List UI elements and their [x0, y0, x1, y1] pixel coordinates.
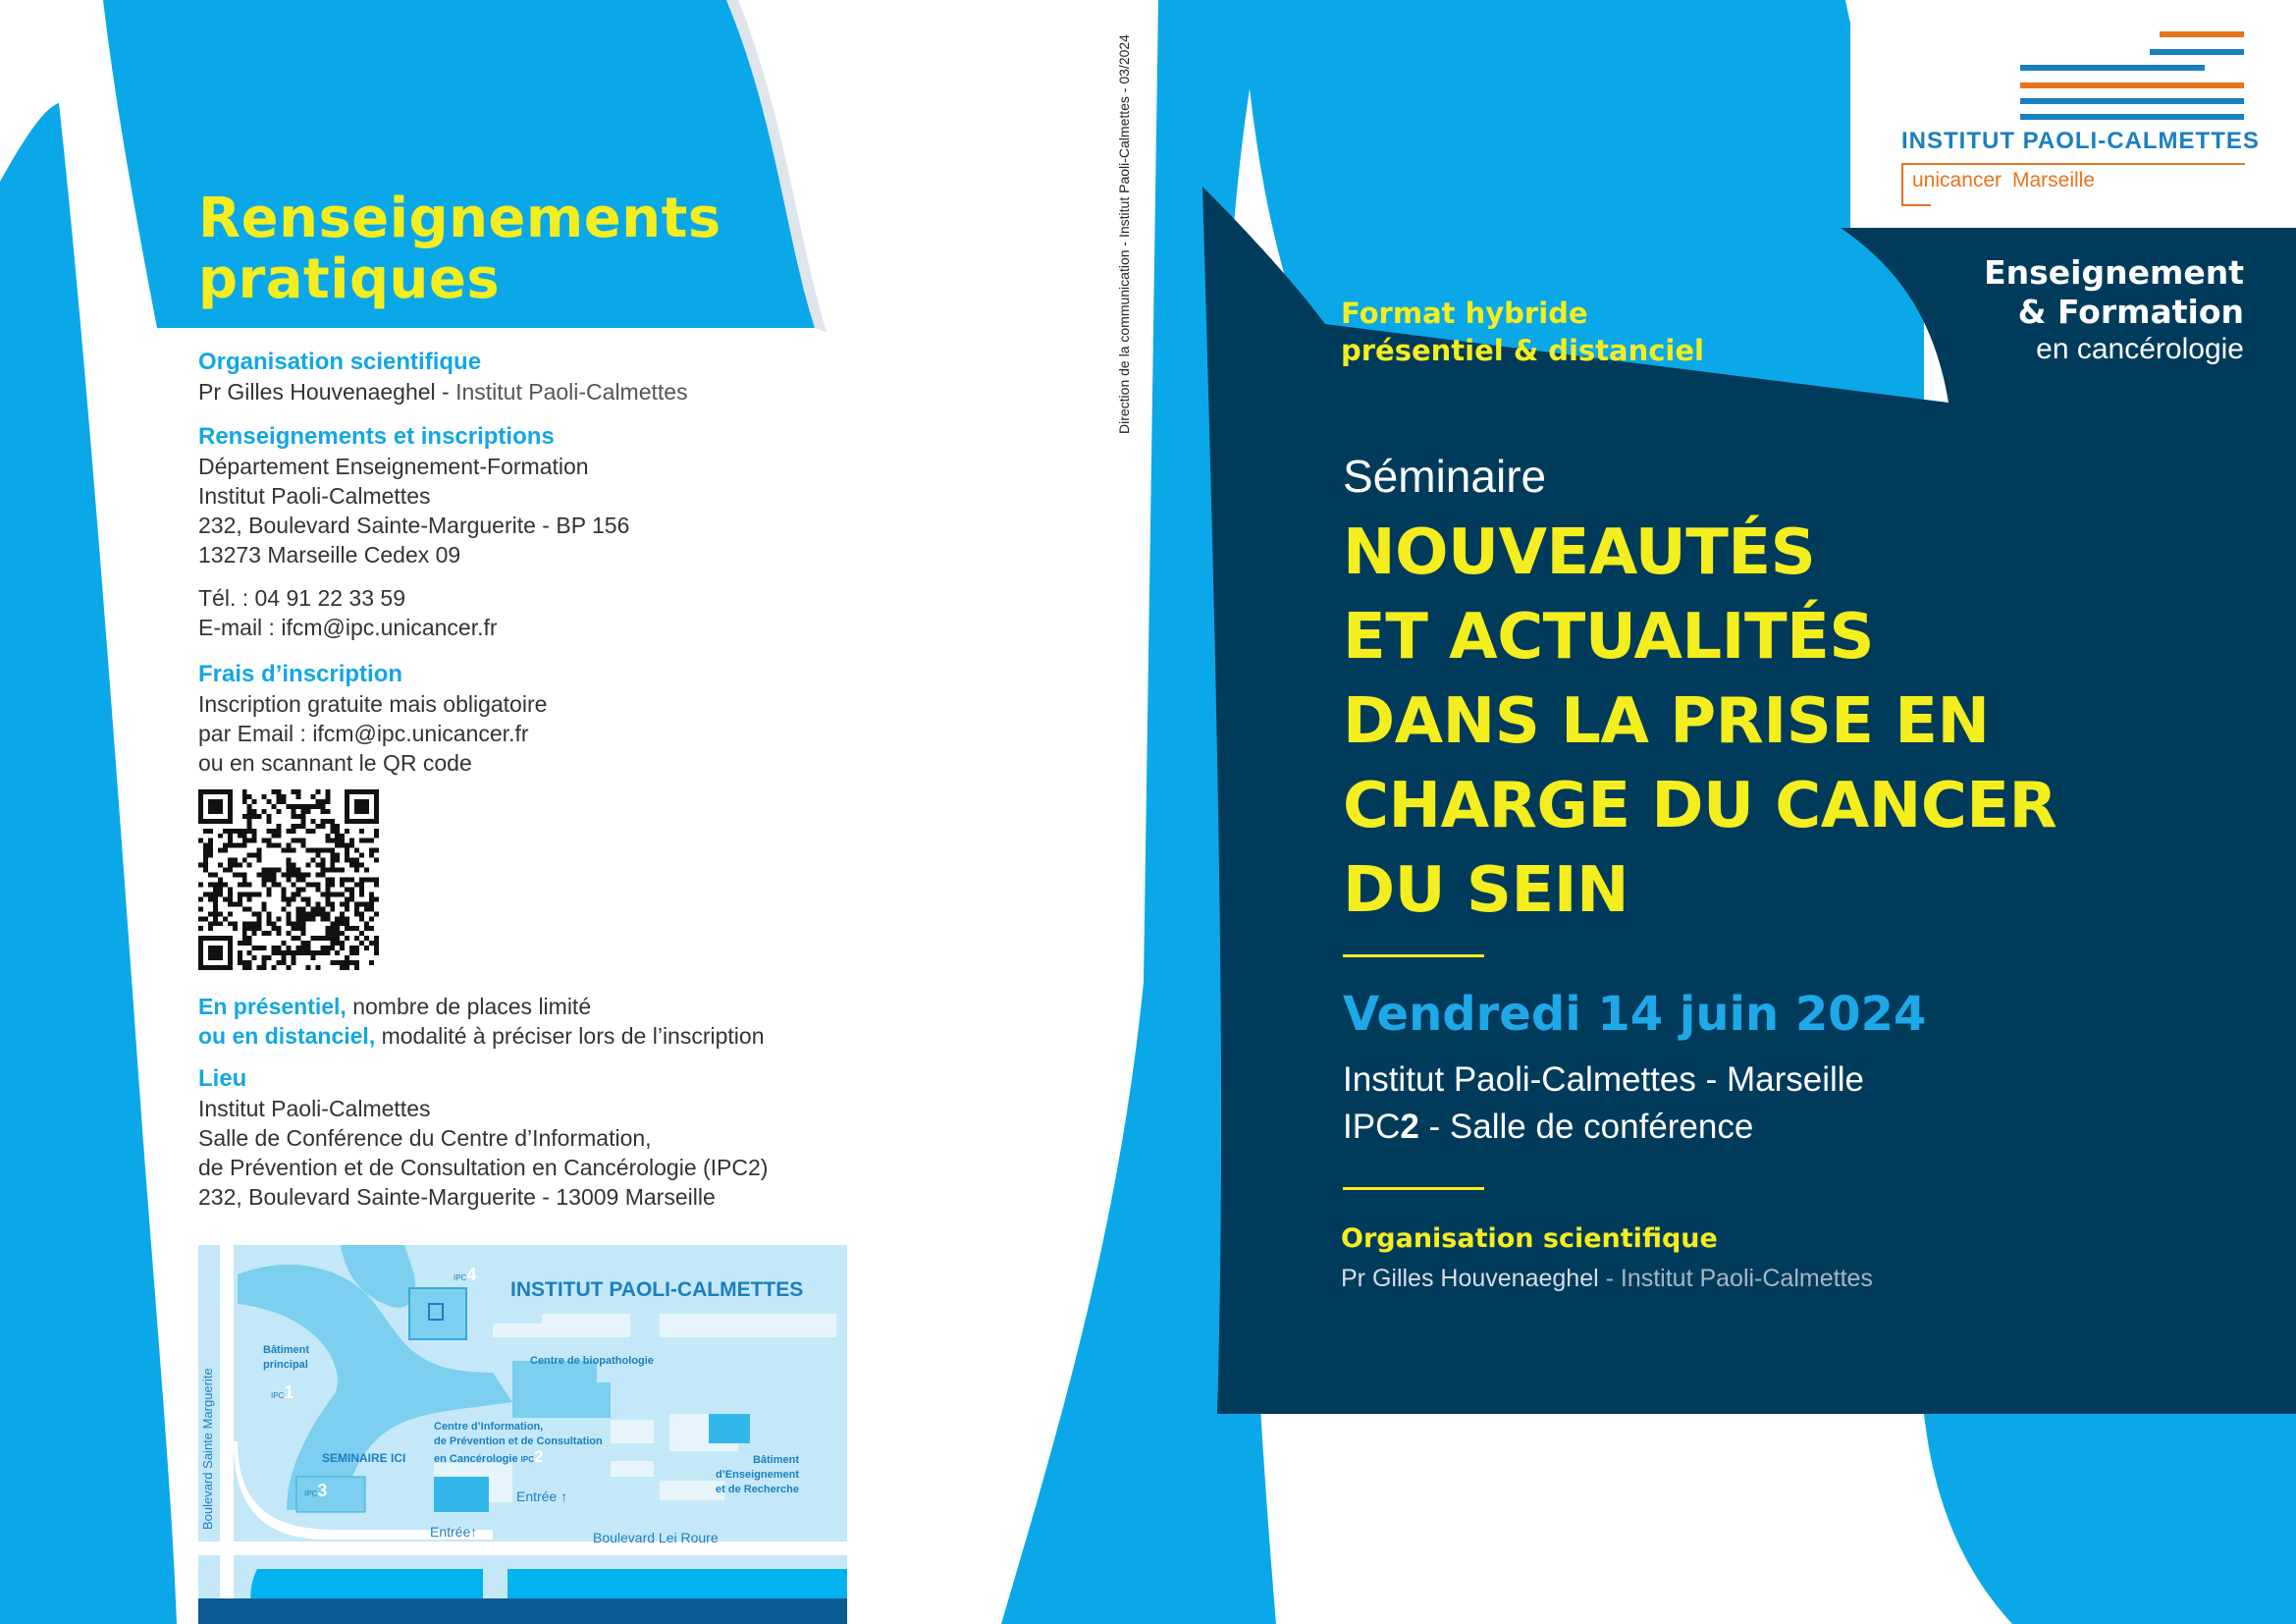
section-inscriptions: [198, 422, 827, 642]
section-lieu: [198, 1064, 827, 1212]
org-heading: Organisation scientifique: [198, 349, 482, 375]
ef-line-3: en cancérologie: [2036, 333, 2244, 365]
divider-bottom: [1343, 1187, 1484, 1190]
map-batiment-principal-line: Bâtiment: [263, 1344, 310, 1356]
map-centre-info-line: de Prévention et de Consultation: [434, 1435, 603, 1447]
seminar-title-line: CHARGE DU CANCER: [1343, 770, 2057, 842]
inscriptions-line: Institut Paoli-Calmettes: [198, 483, 431, 509]
mode-presentiel-label: En présentiel,: [198, 994, 347, 1019]
right-org-line: [1341, 1265, 1873, 1293]
map-biopathologie: Centre de biopathologie: [530, 1355, 654, 1367]
mode-presentiel-text: nombre de places limité: [346, 994, 592, 1019]
inscriptions-heading: Renseignements et inscriptions: [198, 423, 555, 450]
map-street-vertical: Boulevard Sainte Marguerite: [200, 1368, 215, 1530]
left-title: [198, 189, 721, 310]
left-title-line-2: pratiques: [198, 247, 501, 311]
seminar-title-line: DANS LA PRISE EN: [1343, 685, 1990, 758]
map-seminaire-ici: SEMINAIRE ICI: [322, 1451, 406, 1465]
seminar-title-line: NOUVEAUTÉS: [1343, 516, 1816, 589]
enseignement-formation-label: [1984, 253, 2244, 367]
lieu-line: de Prévention et de Consultation en Cancérologie (IPC2): [198, 1155, 769, 1180]
seminar-title-line: ET ACTUALITÉS: [1343, 601, 1874, 674]
map-ipc4-prefix: IPC: [454, 1273, 467, 1282]
map-ipc1-number: 1: [284, 1382, 294, 1402]
lieu-line: Salle de Conférence du Centre d’Information,: [198, 1125, 652, 1151]
map-ipc2-number: 2: [533, 1447, 544, 1466]
mode-presentiel: [198, 992, 827, 1021]
mode-distanciel: [198, 1021, 827, 1051]
frais-email-line[interactable]: par Email : ifcm@ipc.unicancer.fr: [198, 721, 529, 746]
inscriptions-line: Département Enseignement-Formation: [198, 454, 589, 479]
map-ipc4: [454, 1265, 476, 1285]
left-title-line-1: Renseignements: [198, 187, 721, 250]
mode-distanciel-label: ou en distanciel,: [198, 1023, 376, 1049]
logo-city: Marseille: [2012, 169, 2096, 191]
map-batiment-principal: [263, 1343, 309, 1373]
map-street-bottom: Boulevard Lei Roure: [593, 1530, 719, 1545]
logo-unicancer: unicancer: [1912, 169, 2002, 191]
map-ipc3: [304, 1481, 327, 1501]
map-ipc3-prefix: IPC: [304, 1489, 318, 1498]
map-ipc1-prefix: IPC: [271, 1391, 285, 1400]
map-batiment-enseignement-line: et de Recherche: [716, 1484, 799, 1495]
venue-ipc-number: 2: [1400, 1108, 1419, 1146]
map-entree-2-label: Entrée: [430, 1524, 471, 1540]
map-entree-1: [516, 1489, 567, 1504]
map-batiment-principal-line: principal: [263, 1359, 308, 1371]
seminar-title: [1343, 511, 2056, 933]
ef-line-1: Enseignement: [1984, 253, 2244, 292]
mode-distanciel-text: modalité à préciser lors de l’inscription: [375, 1023, 765, 1049]
frais-line: ou en scannant le QR code: [198, 750, 472, 776]
event-date: Vendredi 14 juin 2024: [1343, 987, 1927, 1042]
map-entree-1-label: Entrée: [516, 1489, 558, 1504]
format-line-2: présentiel & distanciel: [1341, 334, 1704, 367]
org-affil: Institut Paoli-Calmettes: [455, 379, 688, 405]
right-org-sep: -: [1598, 1265, 1621, 1292]
section-organisation: [198, 348, 827, 406]
map-centre-info-line: en Cancérologie: [434, 1453, 518, 1465]
map-title: INSTITUT PAOLI-CALMETTES: [510, 1278, 804, 1301]
format-hybride-label: [1341, 295, 1704, 369]
map-centre-info-line: Centre d’Information,: [434, 1421, 544, 1433]
map-batiment-enseignement-line: Bâtiment: [752, 1454, 799, 1466]
map-entree-2: [430, 1524, 477, 1540]
inscriptions-line: 232, Boulevard Sainte-Marguerite - BP 156: [198, 513, 630, 538]
format-line-1: Format hybride: [1341, 297, 1588, 330]
org-sep: -: [435, 379, 456, 405]
site-map: [198, 1245, 847, 1624]
email-link[interactable]: E-mail : ifcm@ipc.unicancer.fr: [198, 615, 498, 640]
ef-line-2: & Formation: [2017, 293, 2244, 331]
logo-institute-name: INSTITUT PAOLI-CALMETTES: [1901, 128, 2260, 154]
map-batiment-enseignement-line: d’Enseignement: [716, 1469, 799, 1481]
venue-line-2: [1343, 1104, 1864, 1151]
map-ipc2-prefix: IPC: [520, 1455, 534, 1464]
org-name: Pr Gilles Houvenaeghel: [198, 379, 436, 405]
lieu-line: 232, Boulevard Sainte-Marguerite - 13009 Marseille: [198, 1184, 716, 1210]
map-ipc1: [271, 1382, 294, 1403]
arrow-up-icon: ↑: [470, 1524, 478, 1540]
venue-line-1: Institut Paoli-Calmettes - Marseille: [1343, 1060, 1864, 1099]
lieu-heading: Lieu: [198, 1065, 247, 1092]
right-org-name: Pr Gilles Houvenaeghel: [1341, 1265, 1599, 1292]
lieu-line: Institut Paoli-Calmettes: [198, 1096, 431, 1121]
event-venue: [1343, 1056, 1864, 1151]
inscriptions-line: 13273 Marseille Cedex 09: [198, 542, 461, 568]
section-frais: [198, 660, 827, 778]
qr-code-icon[interactable]: [198, 789, 379, 970]
map-ipc4-number: 4: [466, 1265, 477, 1284]
right-org-affil: Institut Paoli-Calmettes: [1620, 1265, 1873, 1292]
seminaire-label: Séminaire: [1343, 451, 1547, 502]
arrow-up-icon: ↑: [561, 1489, 568, 1504]
map-ipc3-number: 3: [317, 1481, 328, 1500]
map-centre-info: [434, 1420, 603, 1467]
frais-line: Inscription gratuite mais obligatoire: [198, 691, 548, 717]
spine-credit: Direction de la communication - Institut Paoli-Calmettes - 03/2024: [1116, 34, 1132, 434]
map-batiment-enseignement: [705, 1453, 799, 1497]
divider-top: [1343, 954, 1484, 957]
right-org-heading: Organisation scientifique: [1341, 1223, 1718, 1254]
seminar-title-line: DU SEIN: [1343, 854, 1629, 927]
section-mode: [198, 992, 827, 1051]
venue-ipc: IPC: [1343, 1108, 1401, 1146]
venue-room: - Salle de conférence: [1418, 1108, 1754, 1146]
org-line: [198, 377, 827, 406]
frais-heading: Frais d’inscription: [198, 661, 403, 687]
phone-number: Tél. : 04 91 22 33 59: [198, 585, 405, 611]
